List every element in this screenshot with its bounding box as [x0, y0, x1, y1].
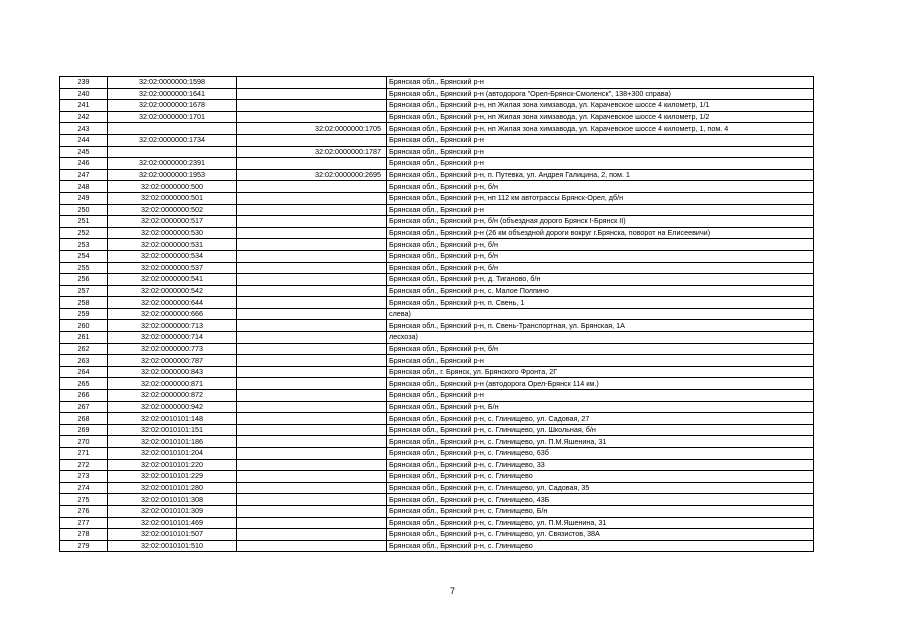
table-row — [60, 274, 814, 286]
address-cell: Брянская обл., Брянский р-н, б/н — [387, 181, 814, 193]
address-cell: Брянская обл., Брянский р-н — [387, 77, 814, 89]
row-number-cell: 264 — [60, 366, 108, 378]
related-cadastral-number-cell: 32:02:0000000:2695 — [237, 169, 387, 181]
related-cadastral-number-cell — [237, 239, 387, 251]
cadastral-number-cell: 32:02:0000000:714 — [108, 332, 237, 344]
table-row — [60, 100, 814, 112]
row-number-cell: 255 — [60, 262, 108, 274]
table-row — [60, 169, 814, 181]
related-cadastral-number-cell — [237, 378, 387, 390]
address-cell: Брянская обл., Брянский р-н, Б/н — [387, 401, 814, 413]
cadastral-number-cell: 32:02:0010101:151 — [108, 424, 237, 436]
cadastral-number-cell: 32:02:0000000:666 — [108, 308, 237, 320]
table-row — [60, 448, 814, 460]
address-cell: Брянская обл., Брянский р-н, п. Путевка, ул. Андрея Галицина, 2, пом. 1 — [387, 169, 814, 181]
row-number-cell: 260 — [60, 320, 108, 332]
table-row — [60, 146, 814, 158]
row-number-cell: 270 — [60, 436, 108, 448]
related-cadastral-number-cell — [237, 482, 387, 494]
address-cell: Брянская обл., Брянский р-н, п. Свень, 1 — [387, 297, 814, 309]
address-cell: Брянская обл., Брянский р-н, с. Малое Полпино — [387, 285, 814, 297]
cadastral-number-cell: 32:02:0010101:220 — [108, 459, 237, 471]
cadastral-number-cell: 32:02:0000000:1598 — [108, 77, 237, 89]
related-cadastral-number-cell — [237, 77, 387, 89]
related-cadastral-number-cell: 32:02:0000000:1787 — [237, 146, 387, 158]
table-row — [60, 320, 814, 332]
row-number-cell: 241 — [60, 100, 108, 112]
table-row — [60, 401, 814, 413]
cadastral-number-cell: 32:02:0000000:713 — [108, 320, 237, 332]
address-cell: Брянская обл., Брянский р-н (26 км объездной дороги вокруг г.Брянска, поворот на Елисеевичи) — [387, 227, 814, 239]
row-number-cell: 258 — [60, 297, 108, 309]
row-number-cell: 247 — [60, 169, 108, 181]
cadastral-number-cell: 32:02:0000000:1701 — [108, 111, 237, 123]
related-cadastral-number-cell: 32:02:0000000:1705 — [237, 123, 387, 135]
row-number-cell: 269 — [60, 424, 108, 436]
table-row — [60, 332, 814, 344]
table-row — [60, 88, 814, 100]
address-cell: Брянская обл., Брянский р-н, с. Глинищево — [387, 471, 814, 483]
row-number-cell: 240 — [60, 88, 108, 100]
cadastral-number-cell: 32:02:0000000:2391 — [108, 158, 237, 170]
cadastral-number-cell: 32:02:0010101:507 — [108, 529, 237, 541]
table-row — [60, 517, 814, 529]
address-cell: Брянская обл., Брянский р-н, нп Жилая зона химзавода, ул. Карачевское шоссе 4 километр, 1/2 — [387, 111, 814, 123]
address-cell: Брянская обл., Брянский р-н, нп Жилая зона химзавода, ул. Карачевское шоссе 4 километр, 1/1 — [387, 100, 814, 112]
table-row — [60, 216, 814, 228]
related-cadastral-number-cell — [237, 308, 387, 320]
address-cell: Брянская обл., Брянский р-н (автодорога Орел-Брянск 114 км.) — [387, 378, 814, 390]
cadastral-number-cell: 32:02:0010101:204 — [108, 448, 237, 460]
table-row — [60, 413, 814, 425]
table-row — [60, 505, 814, 517]
address-cell: Брянская обл., Брянский р-н, с. Глинищево, ул. Школьная, б/н — [387, 424, 814, 436]
cadastral-number-cell: 32:02:0010101:510 — [108, 540, 237, 552]
table-body — [60, 77, 814, 552]
row-number-cell: 250 — [60, 204, 108, 216]
cadastral-number-cell: 32:02:0000000:871 — [108, 378, 237, 390]
address-cell: Брянская обл., Брянский р-н — [387, 204, 814, 216]
page-number: 7 — [449, 586, 455, 596]
row-number-cell: 245 — [60, 146, 108, 158]
related-cadastral-number-cell — [237, 494, 387, 506]
cadastral-number-cell: 32:02:0010101:469 — [108, 517, 237, 529]
table-row — [60, 529, 814, 541]
cadastral-number-cell: 32:02:0000000:787 — [108, 355, 237, 367]
row-number-cell: 242 — [60, 111, 108, 123]
cadastral-number-cell: 32:02:0010101:186 — [108, 436, 237, 448]
address-cell: Брянская обл., Брянский р-н — [387, 355, 814, 367]
cadastral-number-cell: 32:02:0000000:531 — [108, 239, 237, 251]
related-cadastral-number-cell — [237, 355, 387, 367]
row-number-cell: 252 — [60, 227, 108, 239]
related-cadastral-number-cell — [237, 297, 387, 309]
cadastral-number-cell — [108, 123, 237, 135]
address-cell: Брянская обл., Брянский р-н — [387, 158, 814, 170]
address-cell: лесхоза) — [387, 332, 814, 344]
related-cadastral-number-cell — [237, 343, 387, 355]
cadastral-number-cell: 32:02:0010101:308 — [108, 494, 237, 506]
row-number-cell: 262 — [60, 343, 108, 355]
table-row — [60, 250, 814, 262]
table-row — [60, 123, 814, 135]
row-number-cell: 256 — [60, 274, 108, 286]
cadastral-number-cell: 32:02:0000000:541 — [108, 274, 237, 286]
address-cell: Брянская обл., Брянский р-н, с. Глинищево, Б/н — [387, 505, 814, 517]
row-number-cell: 278 — [60, 529, 108, 541]
table-row — [60, 297, 814, 309]
row-number-cell: 279 — [60, 540, 108, 552]
related-cadastral-number-cell — [237, 216, 387, 228]
table-row — [60, 181, 814, 193]
row-number-cell: 266 — [60, 390, 108, 402]
related-cadastral-number-cell — [237, 204, 387, 216]
table-row — [60, 459, 814, 471]
row-number-cell: 254 — [60, 250, 108, 262]
address-cell: Брянская обл., Брянский р-н, с. Глинищево, ул. Садовая, 35 — [387, 482, 814, 494]
row-number-cell: 263 — [60, 355, 108, 367]
cadastral-number-cell: 32:02:0010101:309 — [108, 505, 237, 517]
table-row — [60, 308, 814, 320]
address-cell: Брянская обл., Брянский р-н, с. Глинищево, 63б — [387, 448, 814, 460]
address-cell: Брянская обл., Брянский р-н, с. Глинищево, 33 — [387, 459, 814, 471]
related-cadastral-number-cell — [237, 332, 387, 344]
cadastral-number-cell: 32:02:0000000:537 — [108, 262, 237, 274]
address-cell: Брянская обл., Брянский р-н, с. Глинищево, ул. Садовая, 27 — [387, 413, 814, 425]
address-cell: Брянская обл., Брянский р-н, с. Глинищево, 43Б — [387, 494, 814, 506]
related-cadastral-number-cell — [237, 366, 387, 378]
address-cell: Брянская обл., Брянский р-н, нп Жилая зона химзавода, ул. Карачевское шоссе 4 километр, 1, пом. 4 — [387, 123, 814, 135]
cadastral-number-cell: 32:02:0000000:773 — [108, 343, 237, 355]
row-number-cell: 271 — [60, 448, 108, 460]
address-cell: Брянская обл., г. Брянск, ул. Брянского Фронта, 2Г — [387, 366, 814, 378]
table-row — [60, 192, 814, 204]
row-number-cell: 275 — [60, 494, 108, 506]
related-cadastral-number-cell — [237, 448, 387, 460]
cadastral-number-cell: 32:02:0000000:843 — [108, 366, 237, 378]
cadastral-number-cell: 32:02:0000000:1678 — [108, 100, 237, 112]
related-cadastral-number-cell — [237, 436, 387, 448]
related-cadastral-number-cell — [237, 274, 387, 286]
cadastral-number-cell — [108, 146, 237, 158]
address-cell: Брянская обл., Брянский р-н, б/н — [387, 262, 814, 274]
table-row — [60, 285, 814, 297]
row-number-cell: 257 — [60, 285, 108, 297]
address-cell: Брянская обл., Брянский р-н — [387, 134, 814, 146]
cadastral-number-cell: 32:02:0000000:542 — [108, 285, 237, 297]
row-number-cell: 272 — [60, 459, 108, 471]
cadastral-number-cell: 32:02:0010101:229 — [108, 471, 237, 483]
cadastral-number-cell: 32:02:0000000:501 — [108, 192, 237, 204]
address-cell: Брянская обл., Брянский р-н, с. Глинищево, ул. Связистов, 38А — [387, 529, 814, 541]
address-cell: Брянская обл., Брянский р-н, с. Глинищево — [387, 540, 814, 552]
row-number-cell: 251 — [60, 216, 108, 228]
related-cadastral-number-cell — [237, 100, 387, 112]
row-number-cell: 246 — [60, 158, 108, 170]
table-row — [60, 424, 814, 436]
row-number-cell: 244 — [60, 134, 108, 146]
table-row — [60, 436, 814, 448]
related-cadastral-number-cell — [237, 401, 387, 413]
address-cell: Брянская обл., Брянский р-н, б/н — [387, 239, 814, 251]
related-cadastral-number-cell — [237, 320, 387, 332]
related-cadastral-number-cell — [237, 134, 387, 146]
cadastral-number-cell: 32:02:0000000:872 — [108, 390, 237, 402]
cadastral-number-cell: 32:02:0000000:644 — [108, 297, 237, 309]
address-cell: Брянская обл., Брянский р-н — [387, 390, 814, 402]
row-number-cell: 276 — [60, 505, 108, 517]
related-cadastral-number-cell — [237, 227, 387, 239]
cadastral-table — [59, 76, 814, 552]
related-cadastral-number-cell — [237, 540, 387, 552]
address-cell: Брянская обл., Брянский р-н, п. Свень-Транспортная, ул. Брянская, 1А — [387, 320, 814, 332]
cadastral-number-cell: 32:02:0000000:1734 — [108, 134, 237, 146]
row-number-cell: 249 — [60, 192, 108, 204]
address-cell: Брянская обл., Брянский р-н, б/н — [387, 343, 814, 355]
cadastral-number-cell: 32:02:0000000:942 — [108, 401, 237, 413]
cadastral-number-cell: 32:02:0010101:280 — [108, 482, 237, 494]
related-cadastral-number-cell — [237, 181, 387, 193]
table-row — [60, 378, 814, 390]
table-row — [60, 482, 814, 494]
related-cadastral-number-cell — [237, 88, 387, 100]
address-cell: Брянская обл., Брянский р-н — [387, 146, 814, 158]
row-number-cell: 265 — [60, 378, 108, 390]
cadastral-number-cell: 32:02:0000000:500 — [108, 181, 237, 193]
row-number-cell: 253 — [60, 239, 108, 251]
row-number-cell: 267 — [60, 401, 108, 413]
related-cadastral-number-cell — [237, 192, 387, 204]
address-cell: Брянская обл., Брянский р-н, б/н — [387, 250, 814, 262]
row-number-cell: 259 — [60, 308, 108, 320]
address-cell: Брянская обл., Брянский р-н, с. Глинищево, ул. П.М.Яшенина, 31 — [387, 517, 814, 529]
cadastral-number-cell: 32:02:0000000:502 — [108, 204, 237, 216]
table-row — [60, 366, 814, 378]
related-cadastral-number-cell — [237, 262, 387, 274]
cadastral-number-cell: 32:02:0000000:517 — [108, 216, 237, 228]
related-cadastral-number-cell — [237, 471, 387, 483]
table-row — [60, 390, 814, 402]
related-cadastral-number-cell — [237, 285, 387, 297]
related-cadastral-number-cell — [237, 529, 387, 541]
table-row — [60, 204, 814, 216]
row-number-cell: 274 — [60, 482, 108, 494]
table-row — [60, 239, 814, 251]
related-cadastral-number-cell — [237, 158, 387, 170]
table-row — [60, 158, 814, 170]
address-cell: Брянская обл., Брянский р-н, с. Глинищево, ул. П.М.Яшенина, 31 — [387, 436, 814, 448]
table-row — [60, 111, 814, 123]
row-number-cell: 239 — [60, 77, 108, 89]
address-cell: Брянская обл., Брянский р-н, нп 112 км автотрассы Брянск-Орел, дб/н — [387, 192, 814, 204]
table-row — [60, 227, 814, 239]
related-cadastral-number-cell — [237, 517, 387, 529]
table-row — [60, 77, 814, 89]
table-row — [60, 540, 814, 552]
address-cell: Брянская обл., Брянский р-н (автодорога "Орел-Брянск-Смоленск", 138+300 справа) — [387, 88, 814, 100]
table-row — [60, 134, 814, 146]
row-number-cell: 277 — [60, 517, 108, 529]
table-row — [60, 262, 814, 274]
cadastral-number-cell: 32:02:0010101:148 — [108, 413, 237, 425]
address-cell: слева) — [387, 308, 814, 320]
table-row — [60, 343, 814, 355]
table-row — [60, 471, 814, 483]
related-cadastral-number-cell — [237, 111, 387, 123]
row-number-cell: 243 — [60, 123, 108, 135]
row-number-cell: 273 — [60, 471, 108, 483]
address-cell: Брянская обл., Брянский р-н, б/н (объездная дорого Брянск I-Брянск II) — [387, 216, 814, 228]
cadastral-number-cell: 32:02:0000000:530 — [108, 227, 237, 239]
related-cadastral-number-cell — [237, 390, 387, 402]
cadastral-number-cell: 32:02:0000000:1641 — [108, 88, 237, 100]
related-cadastral-number-cell — [237, 424, 387, 436]
related-cadastral-number-cell — [237, 413, 387, 425]
related-cadastral-number-cell — [237, 250, 387, 262]
cadastral-number-cell: 32:02:0000000:534 — [108, 250, 237, 262]
row-number-cell: 268 — [60, 413, 108, 425]
address-cell: Брянская обл., Брянский р-н, д. Тиганово, б/н — [387, 274, 814, 286]
row-number-cell: 248 — [60, 181, 108, 193]
table-row — [60, 355, 814, 367]
related-cadastral-number-cell — [237, 459, 387, 471]
related-cadastral-number-cell — [237, 505, 387, 517]
table-row — [60, 494, 814, 506]
cadastral-number-cell: 32:02:0000000:1953 — [108, 169, 237, 181]
row-number-cell: 261 — [60, 332, 108, 344]
